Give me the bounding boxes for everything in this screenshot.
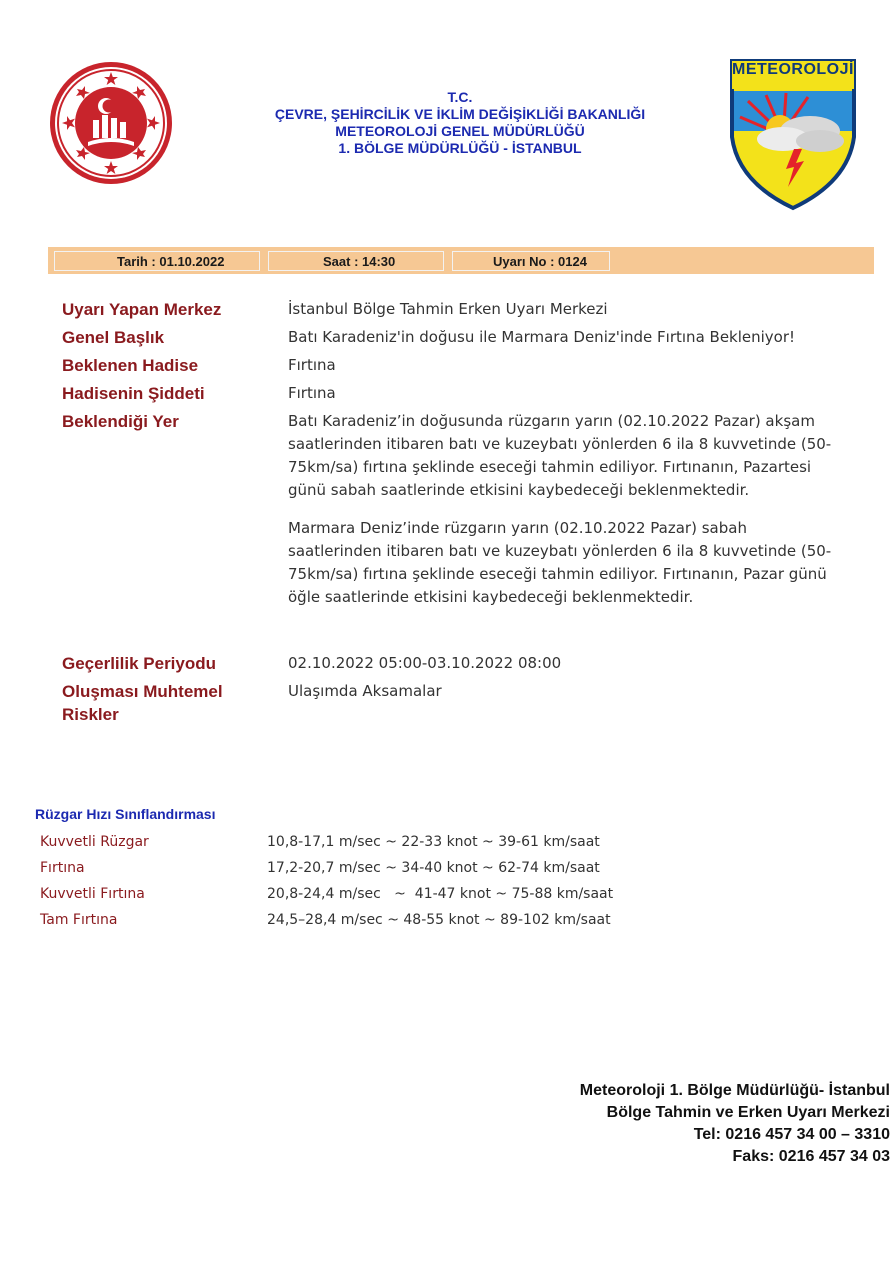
wind-class-name: Fırtına	[40, 860, 85, 876]
date-cell: Tarih : 01.10.2022	[54, 251, 260, 271]
footer-fax: Faks: 0216 457 34 03	[732, 1148, 890, 1165]
footer-center: Bölge Tahmin ve Erken Uyarı Merkezi	[606, 1104, 890, 1121]
header-regional-office: 1. BÖLGE MÜDÜRLÜĞÜ - İSTANBUL	[338, 140, 582, 156]
time-cell: Saat : 14:30	[268, 251, 444, 271]
field-value-expected-event: Fırtına	[288, 356, 336, 374]
info-bar	[48, 247, 874, 274]
field-value-severity: Fırtına	[288, 384, 336, 402]
field-value-possible-risks: Ulaşımda Aksamalar	[288, 682, 442, 700]
wind-class-name: Kuvvetli Fırtına	[40, 886, 145, 902]
field-value-location-paragraph-1: Batı Karadeniz’in doğusunda rüzgarın yarın (02.10.2022 Pazar) akşam saatlerinden itibaren batı ve kuzeybatı yönlerden 6 ila 8 kuvvetinde (50-75km/sa) fırtına şeklinde eseceği tahmin ediliyor. Fırtınanın, Pazartesi günü sabah saatlerinde etkisini kaybedeceği beklenmektedir.	[288, 412, 832, 499]
field-label-issuing-center: Uyarı Yapan Merkez	[62, 300, 222, 319]
field-label-possible-risks: Oluşması Muhtemel Riskler	[62, 682, 223, 724]
field-value-validity-period: 02.10.2022 05:00-03.10.2022 08:00	[288, 654, 562, 672]
header-directorate: METEOROLOJİ GENEL MÜDÜRLÜĞÜ	[335, 123, 585, 139]
header-ministry-name: ÇEVRE, ŞEHİRCİLİK VE İKLİM DEĞİŞİKLİĞİ BAKANLIĞI	[274, 106, 646, 122]
wind-class-value: 24,5–28,4 m/sec ~ 48-55 knot ~ 89-102 km/saat	[267, 912, 611, 928]
header-line-tc: T.C.	[447, 89, 473, 105]
field-value-location-paragraph-2: Marmara Deniz’inde rüzgarın yarın (02.10.2022 Pazar) sabah saatlerinden itibaren batı ve kuzeybatı yönlerden 6 ila 8 kuvvetinde (50-75km/sa) fırtına şeklinde eseceği tahmin ediliyor. Fırtınanın, Pazar günü öğle saatlerinde etkisini kaybedeceği beklenmektedir.	[288, 519, 832, 606]
warning-number-cell: Uyarı No : 0124	[452, 251, 610, 271]
wind-class-value: 10,8-17,1 m/sec ~ 22-33 knot ~ 39-61 km/saat	[267, 834, 600, 850]
wind-class-value: 20,8-24,4 m/sec ~ 41-47 knot ~ 75-88 km/saat	[267, 886, 614, 902]
meteoroloji-logo	[728, 57, 858, 212]
wind-class-value: 17,2-20,7 m/sec ~ 34-40 knot ~ 62-74 km/saat	[267, 860, 600, 876]
wind-class-name: Kuvvetli Rüzgar	[40, 834, 149, 850]
field-label-validity-period: Geçerlilik Periyodu	[62, 654, 217, 673]
ministry-seal-logo	[48, 60, 174, 186]
field-label-general-title: Genel Başlık	[62, 328, 165, 347]
logo-text: METEOROLOJİ	[732, 61, 854, 78]
footer-office: Meteoroloji 1. Bölge Müdürlüğü- İstanbul	[579, 1082, 890, 1099]
field-value-general-title: Batı Karadeniz'in doğusu ile Marmara Deniz'inde Fırtına Bekleniyor!	[288, 328, 796, 346]
field-value-issuing-center: İstanbul Bölge Tahmin Erken Uyarı Merkezi	[288, 300, 608, 318]
field-label-expected-event: Beklenen Hadise	[62, 356, 199, 375]
field-label-expected-location: Beklendiği Yer	[62, 412, 179, 431]
footer-phone: Tel: 0216 457 34 00 – 3310	[693, 1126, 890, 1143]
field-label-severity: Hadisenin Şiddeti	[62, 384, 205, 403]
wind-classification-title: Rüzgar Hızı Sınıflandırması	[35, 806, 216, 822]
wind-class-name: Tam Fırtına	[40, 912, 118, 928]
